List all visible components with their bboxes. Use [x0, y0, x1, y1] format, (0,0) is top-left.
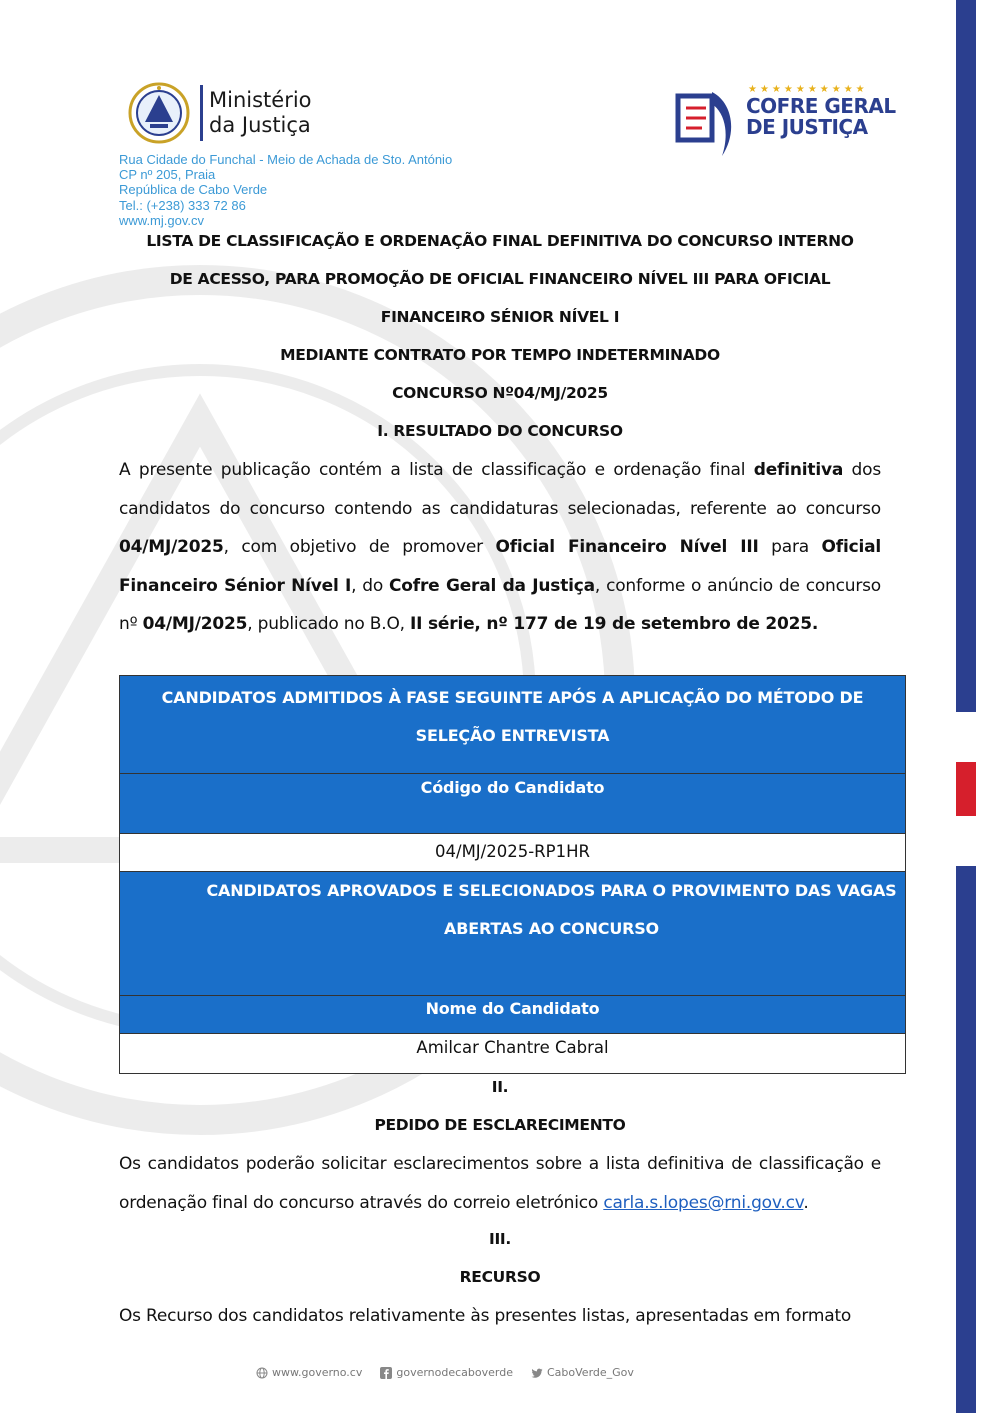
cofre-geral-stars-icon: ★★★★★★★★★★ — [748, 84, 868, 95]
decorative-stripe-blue-bottom — [956, 866, 976, 1413]
decorative-stripe-blue-top — [956, 0, 976, 712]
candidate-name-cell: Amilcar Chantre Cabral — [120, 1034, 905, 1073]
contact-email-link[interactable]: carla.s.lopes@rni.gov.cv — [603, 1192, 804, 1213]
facebook-icon — [380, 1367, 392, 1379]
address-phone: Tel.: (+238) 333 72 86 — [119, 197, 246, 213]
ministry-logo-divider — [200, 85, 203, 141]
cofre-geral-line2: DE JUSTIÇA — [746, 115, 868, 139]
section3-paragraph: Os Recurso dos candidatos relativamente às presentes listas, apresentadas em formato — [119, 1306, 852, 1326]
cofre-geral-name — [746, 96, 896, 138]
globe-icon — [256, 1367, 268, 1379]
document-title-line2: DE ACESSO, PARA PROMOÇÃO DE OFICIAL FINANCEIRO NÍVEL III PARA OFICIAL — [169, 270, 831, 288]
cabo-verde-seal-icon — [128, 82, 190, 144]
candidate-code-cell: 04/MJ/2025-RP1HR — [120, 834, 905, 872]
ministry-name — [209, 88, 312, 138]
section2-heading: PEDIDO DE ESCLARECIMENTO — [374, 1116, 626, 1134]
candidate-name-header: Nome do Candidato — [120, 996, 905, 1034]
page-footer — [256, 1366, 634, 1379]
footer-twitter[interactable]: CaboVerde_Gov — [547, 1366, 634, 1379]
address-line: Rua Cidade do Funchal - Meio de Achada de Sto. António — [119, 152, 453, 167]
section3-heading: RECURSO — [459, 1268, 541, 1286]
address-line: CP nº 205, Praia — [119, 167, 216, 183]
footer-website[interactable]: www.governo.cv — [272, 1366, 363, 1379]
ministry-name-line1: Ministério — [209, 88, 312, 112]
twitter-icon — [531, 1367, 543, 1379]
document-title-line4: MEDIANTE CONTRATO POR TEMPO INDETERMINADO — [280, 346, 720, 364]
footer-facebook[interactable]: governodecaboverde — [396, 1366, 513, 1379]
document-title-line1: LISTA DE CLASSIFICAÇÃO E ORDENAÇÃO FINAL DEFINITIVA DO CONCURSO INTERNO — [146, 232, 854, 250]
section3-number: III. — [489, 1230, 511, 1248]
results-table — [119, 675, 906, 1074]
section1-paragraph: A presente publicação contém a lista de classificação e ordenação final definitiva dos candidatos do concurso contendo as candidaturas selecionadas, referente ao concurso 04/MJ/2025, com objetivo de promover Oficial Financeiro Nível III para Oficial Financeiro Sénior Nível I, do Cofre Geral da Justiça, conforme o anúncio de concurso nº 04/MJ/2025, publicado no B.O, II série, nº 177 de 19 de setembro de 2025. — [119, 460, 882, 634]
section2-paragraph: Os candidatos poderão solicitar esclarecimentos sobre a lista definitiva de classificação e ordenação final do concurso através do correio eletrónico carla.s.lopes@rni.gov.cv. — [119, 1154, 881, 1213]
approved-candidates-header: CANDIDATOS APROVADOS E SELECIONADOS PARA O PROVIMENTO DAS VAGAS ABERTAS AO CONCURSO — [120, 872, 905, 996]
candidate-code-header: Código do Candidato — [120, 774, 905, 834]
document-title-line3: FINANCEIRO SÉNIOR NÍVEL I — [380, 308, 620, 326]
contest-number: CONCURSO Nº04/MJ/2025 — [392, 384, 608, 402]
admitted-candidates-header: CANDIDATOS ADMITIDOS À FASE SEGUINTE APÓS A APLICAÇÃO DO MÉTODO DE SELEÇÃO ENTREVISTA — [120, 676, 905, 774]
address-website[interactable]: www.mj.gov.cv — [119, 212, 204, 228]
ministry-name-line2: da Justiça — [209, 113, 311, 137]
decorative-stripe-red — [956, 762, 976, 816]
section1-heading: I. RESULTADO DO CONCURSO — [377, 422, 623, 440]
address-line: República de Cabo Verde — [119, 182, 268, 198]
section2-number: II. — [491, 1078, 509, 1096]
cofre-geral-line1: COFRE GERAL — [746, 94, 896, 118]
ministry-logo — [128, 82, 312, 144]
ministry-address — [119, 152, 452, 228]
